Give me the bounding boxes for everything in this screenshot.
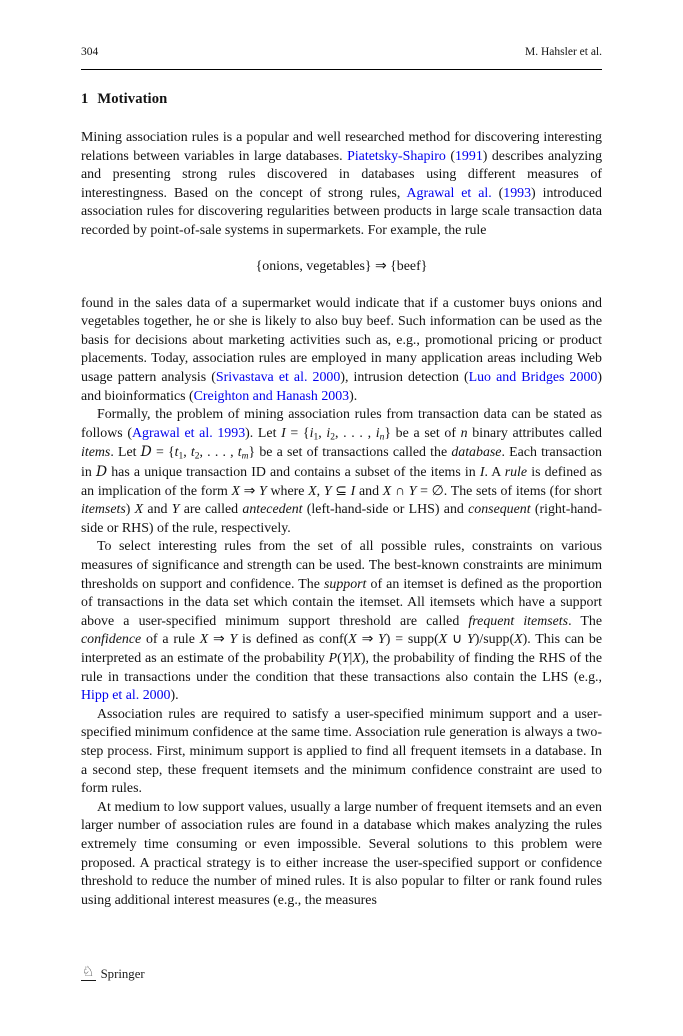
springer-logo-icon: ♘	[82, 964, 95, 980]
math-subscript: m	[241, 451, 249, 462]
emphasis-text: Y	[229, 632, 238, 648]
page-number: 304	[81, 46, 99, 58]
body-text: ), intrusion detection (	[340, 370, 469, 386]
emphasis-text: P	[328, 650, 338, 666]
body-text: (	[491, 185, 504, 201]
body-text: (	[337, 650, 342, 666]
body-text: = {	[285, 425, 310, 441]
emphasis-text: itemsets	[81, 502, 126, 518]
body-text: . A	[484, 465, 505, 481]
body-text: = ∅. The sets of items (for short	[416, 483, 602, 499]
emphasis-text: frequent itemsets	[468, 613, 569, 629]
emphasis-text: t	[237, 445, 242, 461]
emphasis-text: confidence	[81, 632, 142, 648]
emphasis-text: X	[134, 502, 144, 518]
emphasis-text: X	[438, 632, 448, 648]
citation-link[interactable]: Srivastava et al. 2000	[215, 370, 341, 386]
emphasis-text: n	[460, 425, 468, 441]
citation-link[interactable]: Luo and Bridges 2000	[468, 370, 598, 386]
body-text: {onions, vegetables} ⇒ {beef}	[255, 259, 428, 275]
body-text: ) = supp(	[385, 632, 439, 648]
emphasis-text: i	[326, 425, 331, 441]
body-text: ⊆	[331, 483, 351, 499]
emphasis-text: consequent	[468, 502, 531, 518]
body-text: )/supp(	[474, 632, 515, 648]
emphasis-text: X	[382, 483, 392, 499]
body-text: , . . . ,	[199, 445, 238, 461]
math-subscript: 2	[330, 432, 335, 443]
emphasis-text: Y	[378, 632, 386, 648]
body-text: ,	[318, 425, 327, 441]
body-text: . The	[568, 613, 603, 629]
paragraph	[81, 129, 602, 241]
body-text: ). This can be interpreted as an estimate of the probability	[81, 632, 602, 666]
emphasis-text: support	[323, 576, 367, 592]
emphasis-text: I	[350, 483, 356, 499]
emphasis-text: rule	[504, 465, 528, 481]
emphasis-text: X	[199, 632, 209, 648]
citation-link[interactable]: Creighton and Hanash 2003	[193, 388, 350, 404]
body-text: ∩	[391, 483, 409, 499]
body-text: At medium to low support values, usually a large number of frequent itemsets and an even larger number of association rules are found in a database which makes analyzing the rules extremely time consuming or even impossible. Several solutions to this problem were proposed. A practical strategy is to either increase the user-specified support or confidence threshold to reduce the number of mined rules. It is also popular to filter or rank found rules using additional interest measures (e.g., the measures	[81, 799, 602, 908]
body-text: ⇒	[239, 483, 260, 499]
body-text: is defined as conf(	[237, 632, 349, 648]
body-text: . Each transaction in	[81, 445, 603, 481]
emphasis-text: t	[174, 445, 179, 461]
body-text: = {	[151, 445, 175, 461]
emphasis-text: i	[375, 425, 380, 441]
body-text: is defined as an implication of the form	[81, 465, 602, 499]
body-text: and	[143, 502, 172, 518]
body-text: )	[125, 502, 135, 518]
publisher-name: Springer	[100, 967, 145, 982]
emphasis-text: X	[514, 632, 523, 648]
page-footer	[81, 965, 145, 981]
emphasis-text: database	[451, 445, 502, 461]
header-rule	[81, 69, 602, 71]
math-subscript: 2	[194, 451, 200, 462]
body-text: (right-hand-side or RHS) of the rule, respectively.	[81, 502, 602, 536]
rule-formula	[81, 258, 602, 277]
section-heading	[81, 91, 602, 107]
paragraph	[81, 406, 602, 538]
paragraph	[81, 706, 602, 799]
emphasis-text: X	[352, 650, 361, 666]
body-text: ⇒	[356, 632, 379, 648]
emphasis-text: I	[281, 425, 286, 441]
emphasis-text: Y	[408, 483, 417, 499]
citation-link[interactable]: Agrawal et al. 1993	[131, 425, 246, 441]
emphasis-text: Y	[171, 502, 180, 518]
emphasis-text: X	[308, 483, 317, 499]
math-script-letter: D	[140, 444, 152, 461]
citation-link[interactable]: 1991	[454, 148, 483, 164]
emphasis-text: I	[479, 465, 485, 481]
body-text: |	[349, 650, 353, 666]
section-number: 1	[81, 91, 89, 107]
body-text: ∪	[447, 632, 468, 648]
math-script-letter: D	[95, 464, 108, 481]
emphasis-text: items	[81, 445, 111, 461]
body-text: found in the sales data of a supermarket would indicate that if a customer buys onions and vegetables together, he or she is likely to also buy beef. Such information can be used as the basis for decisions about marketing activities such as, e.g., promotional pricing or product placements. Today, association rules are employed in many application areas including Web usage pattern analysis (	[81, 295, 602, 386]
emphasis-text: antecedent	[242, 502, 303, 518]
body-text: ) describes analyzing and presenting strong rules discovered in databases using different measures of interestingness. Based on the concept of strong rules,	[81, 148, 603, 201]
running-head	[81, 47, 602, 59]
body-text: (left-hand-side or LHS) and	[302, 502, 469, 518]
body-text: ).	[349, 388, 358, 404]
citation-link[interactable]: Piatetsky-Shapiro	[347, 148, 446, 164]
emphasis-text: Y	[259, 483, 267, 499]
body-text: ), the probability of finding the RHS of the rule in transactions under the condition that these transactions also contain the LHS (e.g.,	[81, 650, 602, 685]
emphasis-text: t	[190, 445, 195, 461]
body-text: ⇒	[208, 632, 230, 648]
body-text: binary attributes called	[467, 425, 602, 441]
math-subscript: n	[379, 432, 385, 443]
body-text: ) introduced association rules for discovering regularities between products in large scale transaction data recorded by point-of-sale systems in supermarkets. For example, the rule	[81, 185, 603, 239]
body-text: (	[445, 148, 455, 164]
body-text: Association rules are required to satisfy a user-specified minimum support and a user-specified minimum confidence at the same time. Association rule generation is always a two-step process. First, minimum support is applied to find all frequent itemsets in a database. In a second step, these frequent itemsets and the minimum confidence constraint are used to form rules.	[81, 706, 602, 797]
body-text: ). Let	[245, 425, 282, 441]
emphasis-text: X	[348, 632, 357, 648]
body-text: ,	[183, 445, 191, 461]
paragraph	[81, 799, 602, 911]
body-text: } be a set of transactions called the	[248, 445, 452, 461]
running-author: M. Hahsler et al.	[525, 46, 602, 58]
paragraph	[81, 538, 602, 705]
body-text: } be a set of	[384, 425, 461, 441]
body-text: ) and bioinformatics (	[81, 370, 602, 404]
body-text: To select interesting rules from the set of all possible rules, constraints on various measures of significance and strength can be used. The best-known constraints are minimum thresholds on support and confidence. The	[81, 539, 602, 592]
emphasis-text: i	[309, 425, 314, 441]
emphasis-text: Y	[341, 650, 350, 666]
emphasis-text: X	[231, 483, 240, 499]
body-text: has a unique transaction ID and contains a subset of the items in	[107, 465, 480, 481]
body-text: Formally, the problem of mining association rules from transaction data can be stated as follows (	[81, 407, 602, 441]
body-text: . Let	[110, 445, 141, 461]
citation-link[interactable]: Hipp et al. 2000	[81, 688, 171, 704]
body-text: of an itemset is defined as the proportion of transactions in the data set which contain the itemset. All itemsets which have a support above a user-specified minimum support threshold are called	[81, 576, 602, 629]
body-text: and	[355, 483, 383, 499]
paragraph	[81, 295, 602, 407]
body-text: of a rule	[141, 632, 200, 648]
body-text: where	[266, 483, 309, 499]
body-text: , . . . ,	[334, 425, 376, 441]
math-subscript: 1	[178, 451, 184, 462]
citation-link[interactable]: 1993	[503, 185, 532, 201]
article-body	[81, 129, 602, 910]
citation-link[interactable]: Agrawal et al.	[406, 185, 492, 201]
emphasis-text: Y	[323, 483, 332, 499]
body-text: ).	[170, 688, 179, 704]
emphasis-text: Y	[467, 632, 475, 648]
body-text: Mining association rules is a popular and well researched method for discovering interesting relations between variables in large databases.	[81, 130, 602, 164]
math-subscript: 1	[313, 432, 319, 443]
body-text: ,	[316, 483, 324, 499]
body-text: are called	[179, 502, 243, 518]
section-title: Motivation	[97, 91, 168, 107]
